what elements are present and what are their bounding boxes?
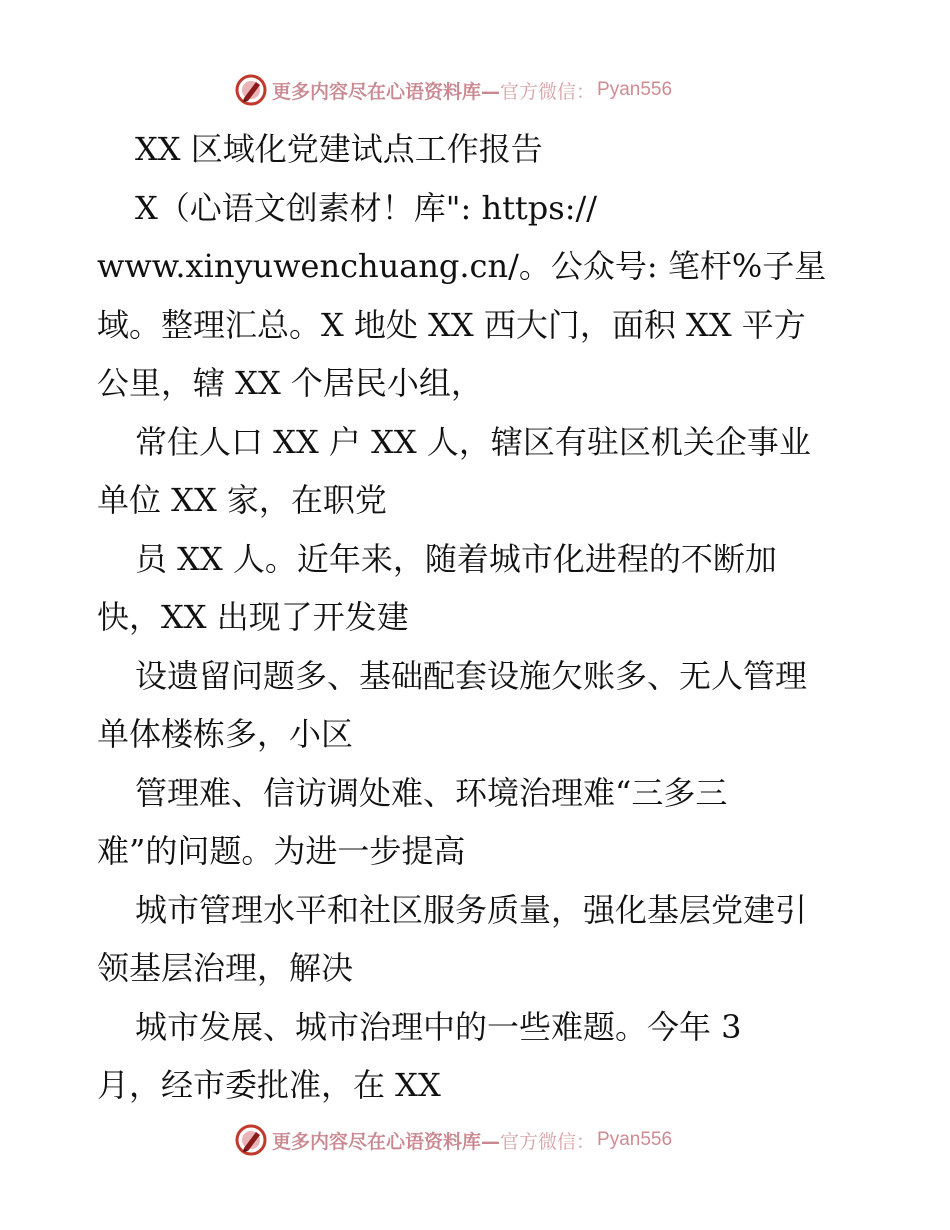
banner-slogan: 更多内容尽在心语资料库— — [272, 1130, 501, 1153]
text-line: 公里，辖 XX 个居民小组， — [97, 364, 483, 402]
pen-circle-icon — [234, 73, 268, 107]
text-line: 管理难、信访调处难、环境治理难“三多三 — [135, 773, 728, 812]
text-line: 城市发展、城市治理中的一些难题。今年 3 — [135, 1007, 742, 1046]
text-line: 设遗留问题多、基础配套设施欠账多、无人管理 — [135, 656, 808, 695]
text-line: 领基层治理，解决 — [97, 949, 354, 987]
text-line: 城市管理水平和社区服务质量，强化基层党建引 — [135, 890, 808, 929]
text-line: X（心语文创素材！库": https:// — [135, 188, 598, 227]
text-line: 域。整理汇总。X 地处 XX 西大门，面积 XX 平方 — [97, 305, 806, 344]
text-line: 单位 XX 家，在职党 — [97, 481, 387, 519]
document-body — [97, 120, 857, 1115]
text-line: 单体楼栋多，小区 — [97, 715, 354, 753]
banner-wechat-label: 官方微信： — [500, 1130, 596, 1153]
footer-banner — [234, 1122, 672, 1158]
pen-circle-icon — [234, 1123, 268, 1157]
text-line: 常住人口 XX 户 XX 人，辖区有驻区机关企事业 — [135, 422, 811, 461]
text-line: www.xinyuwenchuang.cn/。公众号: 笔杆%子星 — [97, 247, 827, 285]
banner-slogan: 更多内容尽在心语资料库— — [272, 80, 501, 103]
text-line: XX 区域化党建试点工作报告 — [135, 130, 543, 168]
text-line: 难”的问题。为进一步提高 — [97, 832, 466, 870]
banner-wechat-label: 官方微信： — [500, 80, 596, 103]
text-line: 快，XX 出现了开发建 — [97, 598, 409, 636]
banner-wechat-id: Pyan556 — [597, 79, 673, 100]
header-banner — [234, 72, 672, 108]
text-line: 月，经市委批准，在 XX — [97, 1066, 441, 1104]
text-line: 员 XX 人。近年来，随着城市化进程的不断加 — [135, 539, 777, 578]
banner-wechat-id: Pyan556 — [597, 1129, 673, 1150]
